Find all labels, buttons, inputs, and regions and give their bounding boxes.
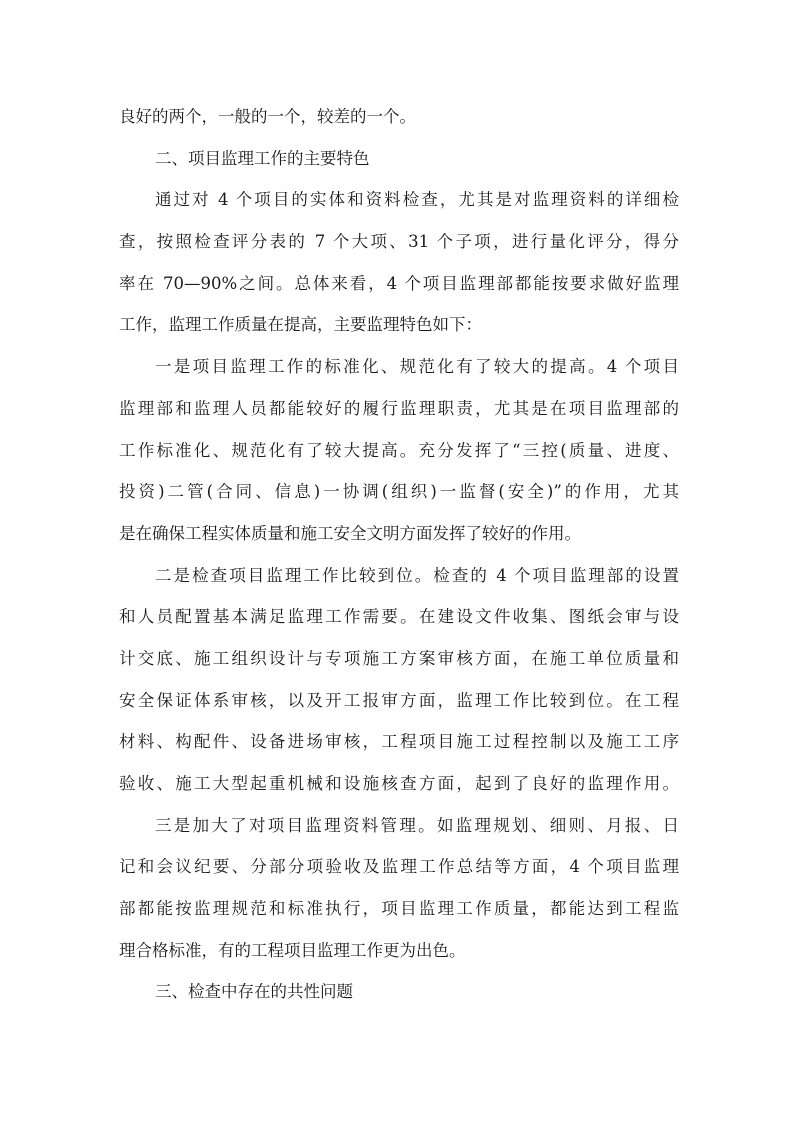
- text-line: 记和会议纪要、分部分项验收及监理工作总结等方面，4 个项目监理: [119, 857, 679, 877]
- text-line: 理合格标准，有的工程项目监理工作更为出色。: [119, 940, 466, 960]
- document-body: [119, 96, 679, 1013]
- text-line: 通过对 4 个项目的实体和资料检查，尤其是对监理资料的详细检: [155, 190, 679, 210]
- text-line: 投资)二管(合同、信息)一协调(组织)一监督(安全)”的作用，尤其: [119, 482, 679, 502]
- text-line: 二是检查项目监理工作比较到位。检查的 4 个项目监理部的设置: [155, 565, 679, 585]
- text-line: 工作，监理工作质量在提高，主要监理特色如下：: [119, 315, 482, 335]
- text-line: 是在确保工程实体质量和施工安全文明方面发挥了较好的作用。: [119, 523, 581, 543]
- text-line: 三、检查中存在的共性问题: [155, 982, 353, 1002]
- text-line: 三是加大了对项目监理资料管理。如监理规划、细则、月报、日: [155, 815, 679, 835]
- text-line: 良好的两个，一般的一个，较差的一个。: [119, 107, 416, 126]
- text-line: 工作标准化、规范化有了较大提高。充分发挥了“三控(质量、进度、: [119, 440, 679, 460]
- text-line: 计交底、施工组织设计与专项施工方案审核方面，在施工单位质量和: [119, 648, 679, 668]
- text-line: 监理部和监理人员都能较好的履行监理职责，尤其是在项目监理部的: [119, 398, 679, 418]
- text-line: 安全保证体系审核，以及开工报审方面，监理工作比较到位。在工程: [119, 690, 679, 710]
- text-line: 查，按照检查评分表的 7 个大项、31 个子项，进行量化评分，得分: [119, 232, 679, 252]
- text-line: 和人员配置基本满足监理工作需要。在建设文件收集、图纸会审与设: [119, 607, 679, 627]
- text-line: 一是项目监理工作的标准化、规范化有了较大的提高。4 个项目: [155, 357, 679, 377]
- text-line: 二、项目监理工作的主要特色: [155, 148, 370, 168]
- text-line: 材料、构配件、设备进场审核，工程项目施工过程控制以及施工工序: [119, 732, 679, 752]
- text-line: 部都能按监理规范和标准执行，项目监理工作质量，都能达到工程监: [119, 899, 679, 919]
- text-line: 验收、施工大型起重机械和设施核查方面，起到了良好的监理作用。: [119, 774, 679, 793]
- text-line: 率在 70—90%之间。总体来看，4 个项目监理部都能按要求做好监理: [119, 273, 679, 293]
